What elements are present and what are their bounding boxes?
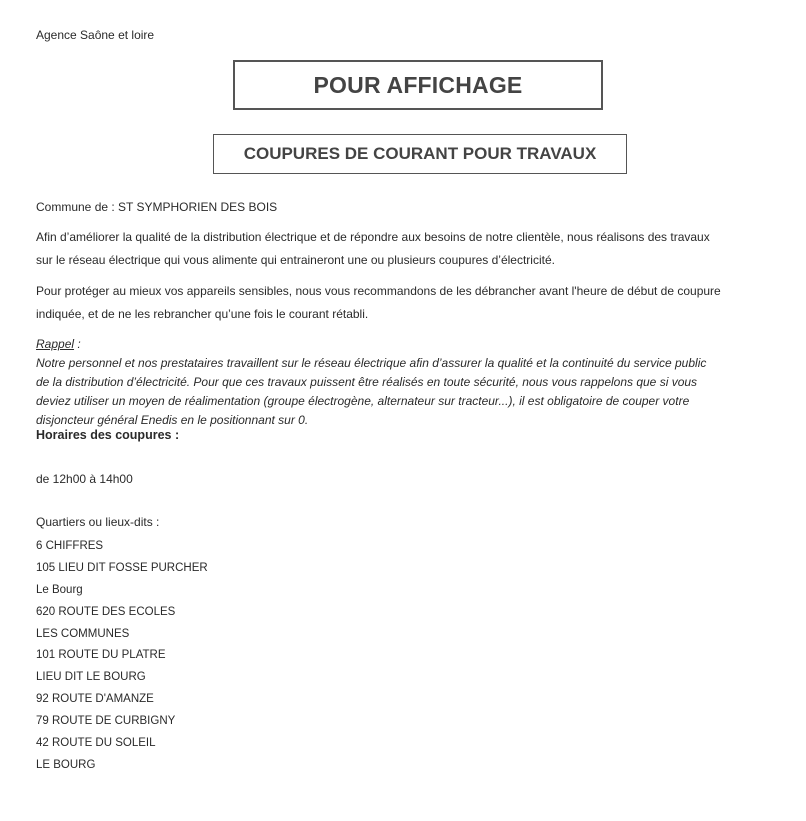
location-item: 42 ROUTE DU SOLEIL — [36, 737, 156, 750]
rappel-label: Rappel — [36, 337, 75, 351]
notice-subtitle: COUPURES DE COURANT POUR TRAVAUX — [243, 144, 597, 163]
agency-name: Agence Saône et loire — [36, 28, 155, 42]
location-item: 620 ROUTE DES ECOLES — [36, 605, 176, 618]
intro-paragraph — [36, 226, 776, 272]
intro-line: sur le réseau électrique qui vous alimente qui entraineront une ou plusieurs coupures d’électricité. — [36, 253, 555, 267]
notice-title-box — [233, 60, 603, 110]
intro-line: Afin d’améliorer la qualité de la distribution électrique et de répondre aux besoins de notre clientèle, nous réalisons des travaux — [36, 230, 710, 244]
location-item: Le Bourg — [36, 583, 83, 596]
location-item: 101 ROUTE DU PLATRE — [36, 649, 166, 662]
rappel-line: deviez utiliser un moyen de réalimentation (groupe électrogène, alternateur sur tracteur...), il est obligatoire de couper votre — [36, 394, 690, 408]
rappel-line: de la distribution d’électricité. Pour que ces travaux puissent être réalisés en toute sécurité, nous vous rappelons que si vous — [36, 375, 698, 389]
locations-label: Quartiers ou lieux-dits : — [36, 515, 160, 529]
location-item: 92 ROUTE D'AMANZE — [36, 693, 154, 706]
location-item: LES COMMUNES — [36, 627, 130, 640]
locations-list — [36, 536, 208, 777]
notice-subtitle-box — [213, 134, 627, 174]
location-item: LE BOURG — [36, 758, 96, 771]
rappel-line: Notre personnel et nos prestataires travaillent sur le réseau électrique afin d’assurer la qualité et la continuité du service public — [36, 356, 707, 370]
location-item: LIEU DIT LE BOURG — [36, 671, 146, 684]
rappel-colon: : — [74, 337, 81, 351]
commune-line: Commune de : ST SYMPHORIEN DES BOIS — [36, 200, 278, 214]
notice-title: POUR AFFICHAGE — [313, 71, 523, 98]
location-item: 79 ROUTE DE CURBIGNY — [36, 715, 176, 728]
protect-paragraph — [36, 280, 776, 326]
location-item: 105 LIEU DIT FOSSE PURCHER — [36, 561, 208, 574]
protect-line: Pour protéger au mieux vos appareils sensibles, nous vous recommandons de les débrancher avant l'heure de début de coupure — [36, 284, 721, 298]
rappel-block — [36, 335, 776, 430]
protect-line: indiquée, et de ne les rebrancher qu’une fois le courant rétabli. — [36, 307, 369, 321]
schedule-hours: de 12h00 à 14h00 — [36, 472, 133, 486]
rappel-line: disjoncteur général Enedis en le positionnant sur 0. — [36, 413, 309, 427]
location-item: 6 CHIFFRES — [36, 540, 104, 552]
schedule-heading: Horaires des coupures : — [36, 428, 180, 442]
rappel-heading — [36, 335, 776, 354]
